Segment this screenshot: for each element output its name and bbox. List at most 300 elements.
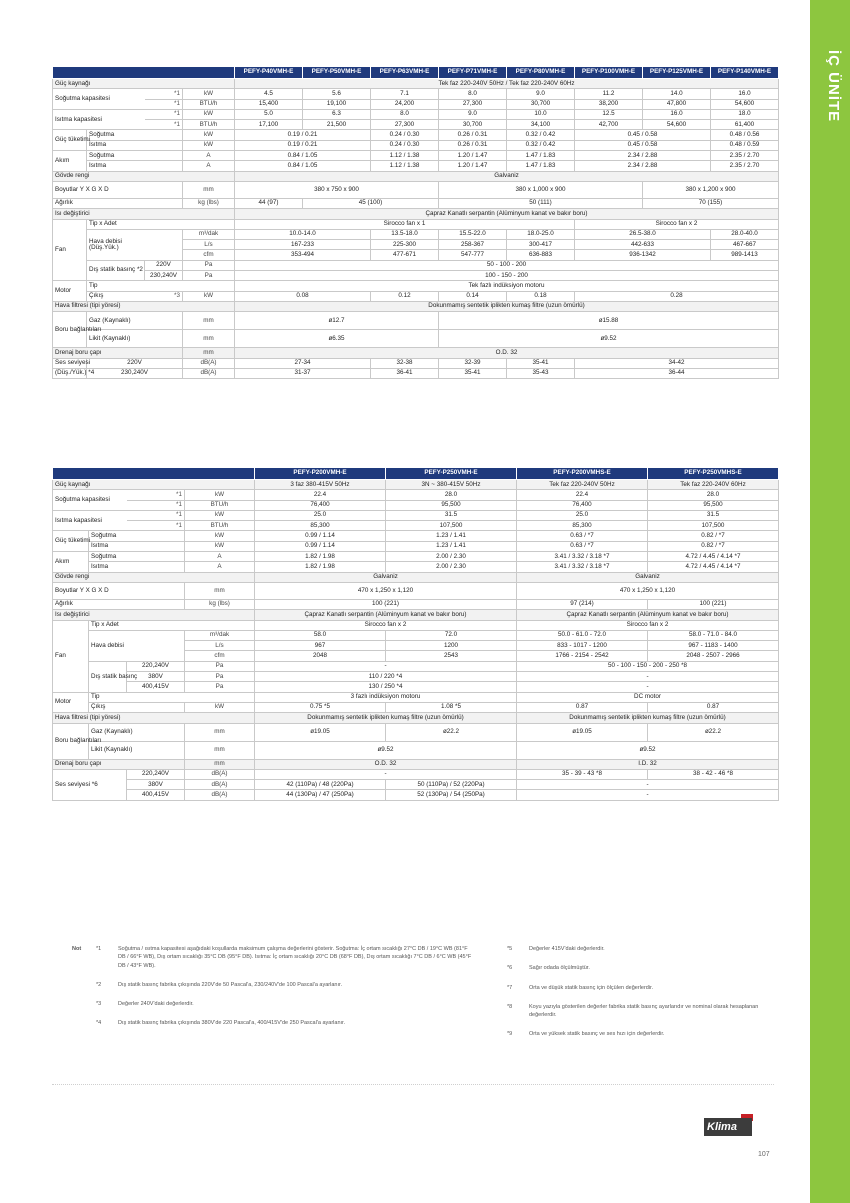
cell: 5.6 xyxy=(303,89,371,99)
cell: ø9.52 xyxy=(517,741,779,759)
row-label: Hava filtresi (tipi yöresi) xyxy=(53,713,255,723)
cell: 2.00 / 2.30 xyxy=(386,552,517,562)
ref-note: *3 xyxy=(145,291,183,301)
cell: Çapraz Kanatlı serpantin (Alüminyum kanat ve bakır boru) xyxy=(517,610,779,620)
cell: - xyxy=(517,672,779,682)
cell: 4.72 / 4.45 / 4.14 *7 xyxy=(648,562,779,572)
table-row xyxy=(53,161,779,171)
footnote xyxy=(507,964,762,972)
cell: 380 x 750 x 900 xyxy=(235,181,439,198)
table-row xyxy=(53,109,779,119)
unit: kg (lbs) xyxy=(183,198,235,208)
table-row xyxy=(53,723,779,741)
sidebar-section-tab xyxy=(810,0,850,1203)
footnote-text: Orta ve düşük statik basınç için ölçülen değerlerdir. xyxy=(529,984,654,991)
cell: 28.0 xyxy=(386,490,517,500)
footnote xyxy=(507,1030,762,1038)
cell: 1.12 / 1.38 xyxy=(371,151,439,161)
cell: 4.72 / 4.45 / 4.14 *7 xyxy=(648,552,779,562)
cell: 470 x 1,250 x 1,120 xyxy=(255,582,517,599)
cell: 1.20 / 1.47 xyxy=(439,161,507,171)
model-header: PEFY-P200VMH-E xyxy=(255,468,386,480)
cell: 47,800 xyxy=(643,99,711,109)
unit: cfm xyxy=(185,651,255,661)
ref-note: *1 xyxy=(127,490,185,500)
table-row xyxy=(53,171,779,181)
footnote-number: *6 xyxy=(507,965,513,972)
cell: 22.4 xyxy=(255,490,386,500)
unit: kW xyxy=(183,140,235,150)
cell: 1.08 *5 xyxy=(386,702,517,712)
row-label: Isı değiştirici xyxy=(53,209,235,219)
spec-table-vmh-small xyxy=(52,66,779,379)
cell: 70 (155) xyxy=(643,198,779,208)
row-sublabel: Isıtma xyxy=(87,161,183,171)
unit: BTU/h xyxy=(183,120,235,130)
footnote xyxy=(96,1000,476,1008)
row-sublabel: Tip xyxy=(87,281,235,291)
row-sublabel: Soğutma xyxy=(89,552,185,562)
cell: Çapraz Kanatlı serpantin (Alüminyum kanat ve bakır boru) xyxy=(235,209,779,219)
table-row xyxy=(53,780,779,790)
cell: ø22.2 xyxy=(648,723,779,741)
table-row xyxy=(53,330,779,348)
cell: 30,700 xyxy=(439,120,507,130)
cell: 97 (214) xyxy=(517,599,648,609)
table-header-row xyxy=(53,67,779,79)
notes-label: Not xyxy=(72,946,82,952)
voltage: 380V xyxy=(127,780,185,790)
footnote-text: Değerler 415V'daki değerlerdir. xyxy=(529,946,605,952)
unit: Pa xyxy=(185,682,255,692)
cell: 0.63 / *7 xyxy=(517,531,648,541)
cell: Tek faz 220-240V 50Hz / Tek faz 220-240V 60Hz xyxy=(235,79,779,89)
cell: - xyxy=(517,780,779,790)
cell: 85,300 xyxy=(255,521,386,531)
row-label: Soğutma kapasitesi xyxy=(53,89,145,110)
cell: 0.99 / 1.14 xyxy=(255,531,386,541)
cell: 0.18 xyxy=(507,291,575,301)
unit: dB(A) xyxy=(183,368,235,378)
cell: 32-39 xyxy=(439,358,507,368)
cell: 258-367 xyxy=(439,240,507,250)
table-row xyxy=(53,741,779,759)
row-sublabel: Tip x Adet xyxy=(89,620,255,630)
table-row xyxy=(53,368,779,378)
cell: 0.24 / 0.30 xyxy=(371,140,439,150)
cell: 936-1342 xyxy=(575,250,711,260)
footnote xyxy=(96,981,476,989)
cell: 10.0-14.0 xyxy=(235,229,371,239)
cell: 36-44 xyxy=(575,368,779,378)
table-row xyxy=(53,610,779,620)
cell: 45 (100) xyxy=(303,198,439,208)
cell: 2048 - 2507 - 2966 xyxy=(648,651,779,661)
cell: 15.5-22.0 xyxy=(439,229,507,239)
cell: 300-417 xyxy=(507,240,575,250)
cell: Dokunmamış sentetik iplikten kumaş filtre (uzun ömürlü) xyxy=(517,713,779,723)
cell: 225-300 xyxy=(371,240,439,250)
table-row xyxy=(53,759,779,769)
row-sublabel: Tip xyxy=(89,692,255,702)
model-header: PEFY-P250VMHS-E xyxy=(648,468,779,480)
unit: mm xyxy=(185,582,255,599)
cell: 0.99 / 1.14 xyxy=(255,541,386,551)
cell: ø19.05 xyxy=(255,723,386,741)
table-row xyxy=(53,630,779,640)
model-header: PEFY-P200VMHS-E xyxy=(517,468,648,480)
row-label: Güç tüketimi xyxy=(53,531,89,552)
unit: kW xyxy=(183,130,235,140)
cell: 107,500 xyxy=(648,521,779,531)
footnote-text: Dış statik basınç fabrika çıkışında 380V'de 220 Pascal'a, 400/415V'de 250 Pascal'a ayarlanır. xyxy=(118,1020,346,1027)
voltage: 400,415V xyxy=(127,682,185,692)
cell: 1.47 / 1.83 xyxy=(507,161,575,171)
voltage: 400,415V xyxy=(127,790,185,800)
cell: ø9.52 xyxy=(439,330,779,348)
footnote xyxy=(96,1019,476,1027)
unit: mm xyxy=(185,741,255,759)
cell: Tek faz 220-240V 60Hz xyxy=(648,480,779,490)
cell: 38 - 42 - 46 *8 xyxy=(648,769,779,779)
row-label: Boyutlar Y X G X D xyxy=(53,181,183,198)
row-sublabel: Likit (Kaynaklı) xyxy=(89,741,185,759)
footnotes-right-column xyxy=(507,945,762,1050)
cell: 0.19 / 0.21 xyxy=(235,140,371,150)
unit: cfm xyxy=(183,250,235,260)
cell: 31.5 xyxy=(648,510,779,520)
cell: 16.0 xyxy=(711,89,779,99)
table-row xyxy=(53,490,779,500)
table-row xyxy=(53,682,779,692)
cell: 0.32 / 0.42 xyxy=(507,140,575,150)
cell: 3.41 / 3.32 / 3.18 *7 xyxy=(517,552,648,562)
model-header: PEFY-P40VMH-E xyxy=(235,67,303,79)
cell: I.D. 32 xyxy=(517,759,779,769)
unit: kW xyxy=(183,89,235,99)
noise-sublabel: (Düş./Yük.) xyxy=(55,369,87,377)
unit: L/s xyxy=(183,240,235,250)
table-row xyxy=(53,769,779,779)
cell: 1.12 / 1.38 xyxy=(371,161,439,171)
row-label: Boyutlar Y X G X D xyxy=(53,582,185,599)
cell: 100 (221) xyxy=(255,599,517,609)
cell: 27-34 xyxy=(235,358,371,368)
cell: Sirocco fan x 1 xyxy=(235,219,575,229)
row-sublabel: Dış statik basınç *2 xyxy=(87,260,145,281)
table-row xyxy=(53,521,779,531)
voltage: 220,240V xyxy=(127,769,185,779)
table-row xyxy=(53,219,779,229)
row-label: Güç kaynağı xyxy=(53,79,235,89)
cell: 61,400 xyxy=(711,120,779,130)
cell: 0.26 / 0.31 xyxy=(439,130,507,140)
footnote xyxy=(507,984,762,992)
cell: 0.75 *5 xyxy=(255,702,386,712)
table-row xyxy=(53,348,779,358)
cell: 0.63 / *7 xyxy=(517,541,648,551)
footnote-number: *8 xyxy=(507,1003,513,1010)
cell: 2.34 / 2.88 xyxy=(575,151,711,161)
table-row xyxy=(53,500,779,510)
cell: 24,200 xyxy=(371,99,439,109)
table-row xyxy=(53,599,779,609)
unit: mm xyxy=(183,330,235,348)
unit: dB(A) xyxy=(185,780,255,790)
row-label: Drenaj boru çapı xyxy=(53,348,183,358)
cell: 467-667 xyxy=(711,240,779,250)
cell: 100 - 150 - 200 xyxy=(235,271,779,281)
row-sublabel: Çıkış xyxy=(87,291,145,301)
cell: 0.26 / 0.31 xyxy=(439,140,507,150)
footnote-text: Dış statik basınç fabrika çıkışında 220V'de 50 Pascal'a, 230/240V'de 100 Pascal'a ayarlanır. xyxy=(118,981,343,988)
cell: Dokunmamış sentetik iplikten kumaş filtre (uzun ömürlü) xyxy=(235,301,779,311)
cell: Sirocco fan x 2 xyxy=(575,219,779,229)
unit: dB(A) xyxy=(183,358,235,368)
footnote-text: Koyu yazıyla gösterilen değerler fabrika statik basınç ayarlarıdır ve nominal olarak hesaplanan değerlerdir. xyxy=(529,1003,759,1018)
cell: 28.0 xyxy=(648,490,779,500)
row-sublabel: Tip x Adet xyxy=(87,219,235,229)
table-row xyxy=(53,281,779,291)
footnote-number: *3 xyxy=(96,1001,102,1007)
voltage: 220V xyxy=(87,358,183,368)
cell: O.D. 32 xyxy=(235,348,779,358)
row-label: Boru bağlantıları xyxy=(53,723,89,759)
cell: 3 faz 380-415V 50Hz xyxy=(255,480,386,490)
unit: kW xyxy=(185,531,255,541)
unit: Pa xyxy=(185,672,255,682)
row-label: Akım xyxy=(53,552,89,573)
cell: 15,400 xyxy=(235,99,303,109)
unit: BTU/h xyxy=(185,521,255,531)
cell: 21,500 xyxy=(303,120,371,130)
cell: 13.5-18.0 xyxy=(371,229,439,239)
cell: 2.00 / 2.30 xyxy=(386,562,517,572)
row-label: Isı değiştirici xyxy=(53,610,255,620)
row-label: Akım xyxy=(53,151,87,172)
row-label: Güç tüketimi xyxy=(53,130,87,151)
table-row xyxy=(53,198,779,208)
model-header: PEFY-P71VMH-E xyxy=(439,67,507,79)
cell: 0.84 / 1.05 xyxy=(235,151,371,161)
cell: 967 - 1183 - 1400 xyxy=(648,641,779,651)
cell: 54,600 xyxy=(643,120,711,130)
cell: 636-883 xyxy=(507,250,575,260)
cell: 1200 xyxy=(386,641,517,651)
brand-logo: Klima xyxy=(704,1118,752,1136)
cell: 0.32 / 0.42 xyxy=(507,130,575,140)
row-sublabel: Soğutma xyxy=(89,531,185,541)
cell: 0.48 / 0.56 xyxy=(711,130,779,140)
cell: 0.84 / 1.05 xyxy=(235,161,371,171)
cell: 989-1413 xyxy=(711,250,779,260)
unit: dB(A) xyxy=(185,790,255,800)
cell: ø6.35 xyxy=(235,330,439,348)
row-sublabel: Çıkış xyxy=(89,702,185,712)
cell: 1.82 / 1.98 xyxy=(255,552,386,562)
ref-note: *1 xyxy=(145,89,183,99)
cell: Tek faz 220-240V 50Hz xyxy=(517,480,648,490)
cell: 16.0 xyxy=(643,109,711,119)
cell: 27,300 xyxy=(371,120,439,130)
unit: mm xyxy=(183,181,235,198)
cell: 52 (130Pa) / 54 (250Pa) xyxy=(386,790,517,800)
cell: 58.0 xyxy=(255,630,386,640)
row-label: Isıtma kapasitesi xyxy=(53,109,145,130)
cell: 2.35 / 2.70 xyxy=(711,151,779,161)
table-row xyxy=(53,790,779,800)
row-label: Gövde rengi xyxy=(53,572,255,582)
cell: 30,700 xyxy=(507,99,575,109)
table-row xyxy=(53,692,779,702)
cell: Sirocco fan x 2 xyxy=(255,620,517,630)
cell: ø19.05 xyxy=(517,723,648,741)
row-label: Isıtma kapasitesi xyxy=(53,510,127,531)
row-sublabel: Gaz (Kaynaklı) xyxy=(87,312,183,330)
table-row xyxy=(53,89,779,99)
cell: 26.5-38.0 xyxy=(575,229,711,239)
cell: 3 fazlı indüksiyon motoru xyxy=(255,692,517,702)
row-sublabel: Dış statik basınç xyxy=(89,661,127,692)
cell: Tek fazlı indüksiyon motoru xyxy=(235,281,779,291)
voltage: 230,240V xyxy=(87,368,183,378)
cell: 9.0 xyxy=(507,89,575,99)
unit: mm xyxy=(183,312,235,330)
cell: 50 (110Pa) / 52 (220Pa) xyxy=(386,780,517,790)
unit: kg (lbs) xyxy=(185,599,255,609)
cell: 110 / 220 *4 xyxy=(255,672,517,682)
cell: 1766 - 2154 - 2542 xyxy=(517,651,648,661)
row-label: Motor xyxy=(53,692,89,713)
cell: 25.0 xyxy=(255,510,386,520)
cell: 5.0 xyxy=(235,109,303,119)
cell: 1.20 / 1.47 xyxy=(439,151,507,161)
cell: 31-37 xyxy=(235,368,371,378)
ref-note: *1 xyxy=(145,120,183,130)
cell: 547-777 xyxy=(439,250,507,260)
row-label: Ağırlık xyxy=(53,599,185,609)
row-label: Ağırlık xyxy=(53,198,183,208)
cell: 4.5 xyxy=(235,89,303,99)
cell: 95,500 xyxy=(648,500,779,510)
table-row xyxy=(53,480,779,490)
cell: - xyxy=(255,769,517,779)
table-row xyxy=(53,271,779,281)
cell: 35-43 xyxy=(507,368,575,378)
cell: 442-633 xyxy=(575,240,711,250)
table-row xyxy=(53,301,779,311)
cell: 0.45 / 0.58 xyxy=(575,140,711,150)
unit: kW xyxy=(183,291,235,301)
cell: 25.0 xyxy=(517,510,648,520)
model-header: PEFY-P140VMH-E xyxy=(711,67,779,79)
row-sublabel: Isıtma xyxy=(89,541,185,551)
table-row xyxy=(53,79,779,89)
cell: 2048 xyxy=(255,651,386,661)
header-corner xyxy=(53,468,255,480)
unit: kW xyxy=(185,490,255,500)
cell: 0.19 / 0.21 xyxy=(235,130,371,140)
table-row xyxy=(53,120,779,130)
unit: kW xyxy=(183,109,235,119)
unit: Pa xyxy=(183,271,235,281)
cell: Çapraz Kanatlı serpantin (Alüminyum kanat ve bakır boru) xyxy=(255,610,517,620)
cell: 0.12 xyxy=(371,291,439,301)
row-sublabel: Soğutma xyxy=(87,130,183,140)
cell: 76,400 xyxy=(255,500,386,510)
cell: 17,100 xyxy=(235,120,303,130)
table-row xyxy=(53,672,779,682)
table-header-row xyxy=(53,468,779,480)
row-label: Fan xyxy=(53,620,89,692)
cell: 7.1 xyxy=(371,89,439,99)
cell: 18.0-25.0 xyxy=(507,229,575,239)
cell: 107,500 xyxy=(386,521,517,531)
unit: dB(A) xyxy=(185,769,255,779)
table-row xyxy=(53,140,779,150)
row-label: Güç kaynağı xyxy=(53,480,255,490)
cell: 8.0 xyxy=(439,89,507,99)
unit: BTU/h xyxy=(183,99,235,109)
cell: Galvaniz xyxy=(255,572,517,582)
cell: 28.0-40.0 xyxy=(711,229,779,239)
row-sublabel: Isıtma xyxy=(87,140,183,150)
row-label: Fan xyxy=(53,219,87,281)
row-label: Soğutma kapasitesi xyxy=(53,490,127,511)
cell: Galvaniz xyxy=(517,572,779,582)
cell: 130 / 250 *4 xyxy=(255,682,517,692)
cell: 14.0 xyxy=(643,89,711,99)
cell: 54,600 xyxy=(711,99,779,109)
cell: 380 x 1,200 x 900 xyxy=(643,181,779,198)
ref-note: *1 xyxy=(127,500,185,510)
cell: 3.41 / 3.32 / 3.18 *7 xyxy=(517,562,648,572)
cell: 44 (130Pa) / 47 (250Pa) xyxy=(255,790,386,800)
footnote-number: *9 xyxy=(507,1031,513,1038)
unit: mm xyxy=(183,348,235,358)
cell: 35 - 39 - 43 *8 xyxy=(517,769,648,779)
ref-note: *1 xyxy=(127,510,185,520)
footnote xyxy=(507,945,762,953)
unit: kW xyxy=(185,541,255,551)
table-row xyxy=(53,620,779,630)
ref-note: *4 xyxy=(88,369,95,377)
cell: 32-38 xyxy=(371,358,439,368)
row-label: Drenaj boru çapı xyxy=(53,759,185,769)
cell: 0.24 / 0.30 xyxy=(371,130,439,140)
cell: 2.35 / 2.70 xyxy=(711,161,779,171)
unit: Pa xyxy=(185,661,255,671)
cell: 42,700 xyxy=(575,120,643,130)
cell: ø12.7 xyxy=(235,312,439,330)
cell: DC motor xyxy=(517,692,779,702)
cell: 58.0 - 71.0 - 84.0 xyxy=(648,630,779,640)
footer-divider xyxy=(52,1084,774,1085)
ref-note: *1 xyxy=(145,99,183,109)
table-row xyxy=(53,572,779,582)
cell: 167-233 xyxy=(235,240,371,250)
table-row xyxy=(53,562,779,572)
footnote xyxy=(96,945,476,970)
footnote-number: *5 xyxy=(507,946,513,952)
table-row xyxy=(53,713,779,723)
footnote-text: Orta ve yüksek statik basınç ve ses hızı için değerlerdir. xyxy=(529,1031,665,1038)
footnote-text: Değerler 240V'daki değerlerdir. xyxy=(118,1001,194,1007)
cell: 35-41 xyxy=(507,358,575,368)
cell: 72.0 xyxy=(386,630,517,640)
cell: 11.2 xyxy=(575,89,643,99)
cell: 1.47 / 1.83 xyxy=(507,151,575,161)
